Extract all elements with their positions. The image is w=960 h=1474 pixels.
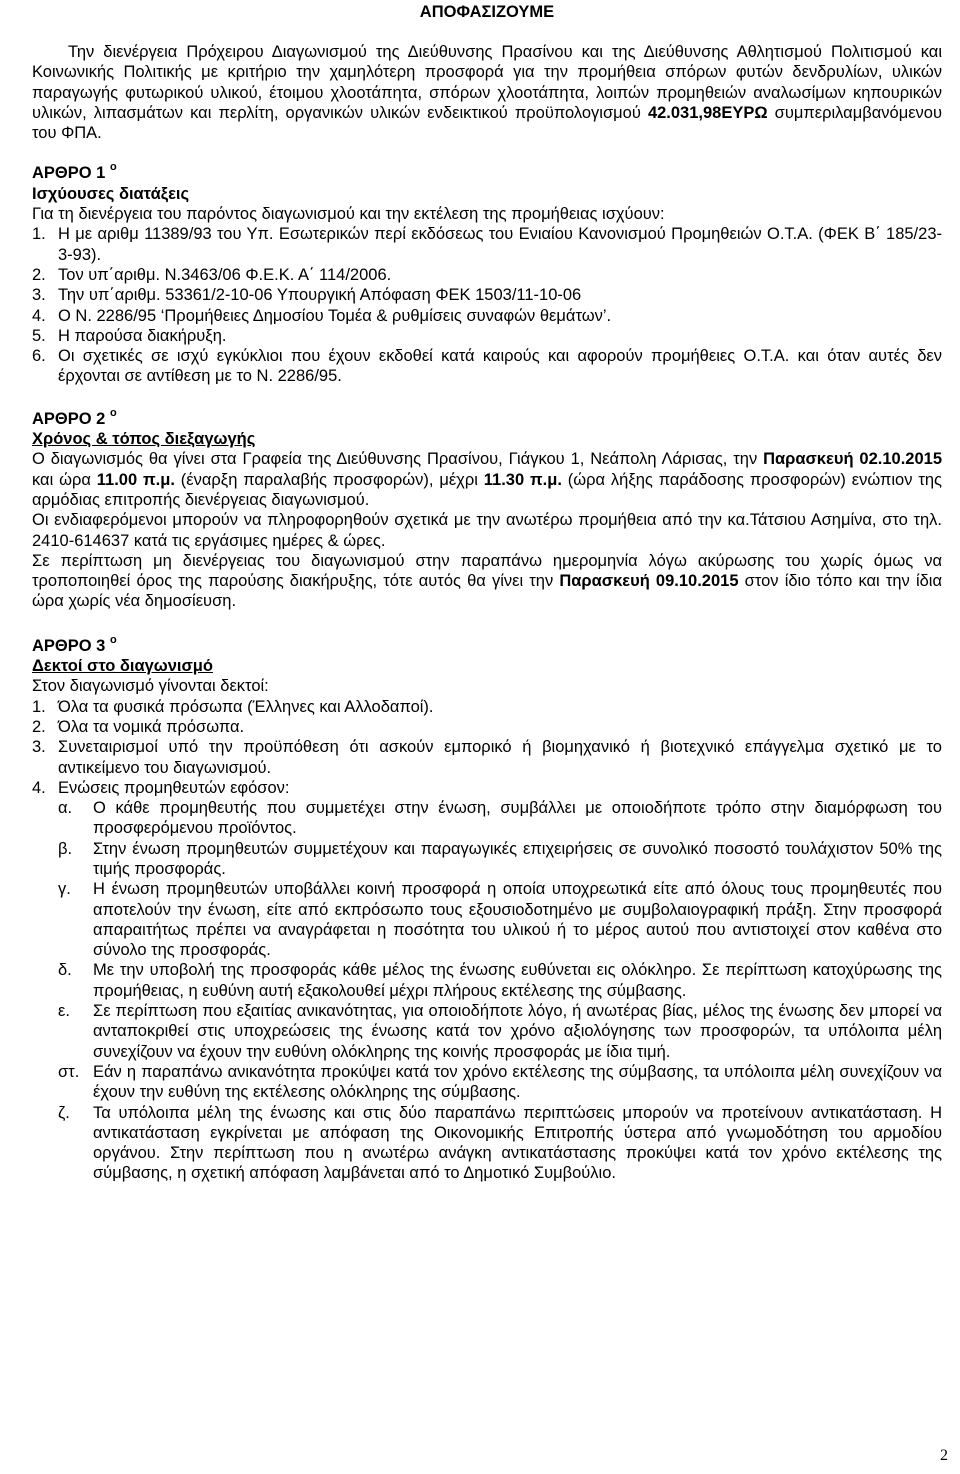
article-3-list <box>32 697 942 798</box>
article-1-list-item-number: 5. <box>32 326 46 345</box>
article-3-list-item <box>32 717 942 737</box>
article-1-list-item <box>32 306 942 326</box>
article-3-list-item-text: Ενώσεις προμηθευτών εφόσον: <box>58 778 290 797</box>
article-3-sublist-item-number: γ. <box>58 880 71 899</box>
article-2-paragraph-1: Ο διαγωνισμός θα γίνει στα Γραφεία της Διεύθυνσης Πρασίνου, Γιάγκου 1, Νεάπολη Λάρισας, την Παρασκευή 02.10.2015 και ώρα 11.00 π.μ. (έναρξη παραλαβής προσφορών), μέχρι 11.30 π.μ. (ώρα λήξης παράδοσης προσφορών) ενώπιον της αρμόδιας επιτροπής διενέργειας διαγωνισμού. <box>32 450 942 509</box>
article-1-list-item <box>32 326 942 346</box>
article-3-list-item-number: 2. <box>32 717 46 736</box>
article-3-sublist <box>32 798 942 1184</box>
article-3-sublist-item-text: Τα υπόλοιπα μέλη της ένωσης και στις δύο παραπάνω περιπτώσεις μπορούν να προτείνουν αντικατάσταση. Η αντικατάσταση εγκρίνεται με απόφαση της Οικονομικής Επιτροπής ύστερα από γνωμοδότηση του αρμοδίου οργάνου. Στην περίπτωση που η ανωτέρω ανάγκη αντικατάστασης προκύψει κατά τον χρόνο εκτέλεσης της σύμβασης, η σχετική απόφαση λαμβάνεται από το Δημοτικό Συμβούλιο. <box>93 1103 942 1183</box>
page-number: 2 <box>940 1447 948 1464</box>
article-3-list-item <box>32 778 942 798</box>
article-3-sublist-item-number: ε. <box>58 1002 70 1021</box>
article-1-list-item-text: Την υπ΄αριθμ. 53361/2-10-06 Υπουργική Απόφαση ΦΕΚ 1503/11-10-06 <box>58 286 582 305</box>
article-1-list-item-number: 1. <box>32 225 46 244</box>
article-3 <box>32 633 942 1184</box>
article-2 <box>32 406 942 612</box>
article-2-paragraph-2: Οι ενδιαφερόμενοι μπορούν να πληροφορηθούν σχετικά με την ανωτέρω προμήθεια από την κα.Τάτσιου Ασημίνα, στο τηλ. 2410-614637 κατά τις εργάσιμες ημέρες & ώρες. <box>32 511 942 550</box>
article-3-list-item-text: Συνεταιρισμοί υπό την προϋπόθεση ότι ασκούν εμπορικό ή βιομηχανικό ή βιοτεχνικό επάγγελμα σχετικό με το αντικείμενο του διαγωνισμού. <box>58 738 942 777</box>
article-2-paragraph-3: Σε περίπτωση μη διενέργειας του διαγωνισμού στην παραπάνω ημερομηνία λόγω ακύρωσης του χωρίς όμως να τροποποιηθεί όρος της παρούσης διακήρυξης, τότε αυτός θα γίνει την Παρασκευή 09.10.2015 στον ίδιο τόπο και την ίδια ώρα χωρίς νέα δημοσίευση. <box>32 551 942 611</box>
article-2-label: ΑΡΘΡΟ 2 $^o$ <box>32 406 117 428</box>
article-3-list-item-number: 3. <box>32 738 46 757</box>
article-1-list-item-number: 4. <box>32 306 46 325</box>
article-3-list-item <box>32 737 942 778</box>
article-3-sublist-item-number: δ. <box>58 961 72 980</box>
article-3-sublist-item <box>58 798 942 839</box>
article-1-list-item <box>32 265 942 285</box>
article-3-sublist-item <box>58 1062 942 1103</box>
article-1-list-item <box>32 285 942 305</box>
article-3-sublist-item-text: Στην ένωση προμηθευτών συμμετέχουν και παραγωγικές επιχειρήσεις σε συνολικό ποσοστό τουλάχιστον 50% της τιμής προσφοράς. <box>93 839 942 878</box>
article-1-list-item-text: Οι σχετικές σε ισχύ εγκύκλιοι που έχουν εκδοθεί κατά καιρούς και αφορούν προμήθειες Ο.Τ.Α. και όταν αυτές δεν έρχονται σε αντίθεση με το Ν. 2286/95. <box>58 347 942 386</box>
article-3-sublist-item-text: Εάν η παραπάνω ανικανότητα προκύψει κατά τον χρόνο εκτέλεσης της σύμβασης, τα υπόλοιπα μέλη συνεχίζουν να έχουν την ευθύνη της εκτέλεσης ολόκληρης της σύμβασης. <box>93 1062 942 1102</box>
article-3-lead: Στον διαγωνισμό γίνονται δεκτοί: <box>32 677 269 696</box>
article-3-sublist-item-number: στ. <box>58 1062 80 1081</box>
article-1-list-item-number: 6. <box>32 347 46 366</box>
article-3-sublist-item-number: ζ. <box>58 1103 70 1122</box>
article-1-list-item-number: 3. <box>32 286 46 305</box>
article-1-heading: Ισχύουσες διατάξεις <box>32 184 190 203</box>
article-1-list-item-text: Η παρούσα διακήρυξη. <box>58 326 227 345</box>
article-1-list-item-text: Τον υπ΄αριθμ. Ν.3463/06 Φ.Ε.Κ. Α΄ 114/2006. <box>58 265 392 284</box>
intro-tail: συμπεριλαμβανόμενου του ΦΠΑ. <box>32 103 943 143</box>
article-3-list-item-number: 1. <box>32 697 46 716</box>
article-3-sublist-item-number: α. <box>58 799 73 818</box>
article-3-sublist-item <box>58 1001 942 1062</box>
article-3-sublist-item-text: Σε περίπτωση που εξαιτίας ανικανότητας, για οποιοδήποτε λόγο, ή ανωτέρας βίας, μέλος της ένωσης δεν μπορεί να ανταποκριθεί στις υποχρεώσεις της ένωσης κατά τον χρόνο αξιολόγησης των προσφορών, τα υπόλοιπα μέλη συνεχίζουν να έχουν την ευθύνη ολόκληρης της κοινής προσφοράς με ίδια τιμή. <box>93 1002 942 1061</box>
article-3-sublist-item <box>58 839 942 880</box>
article-1-list-item <box>32 346 942 387</box>
article-3-sublist-item-number: β. <box>58 839 73 858</box>
article-1-list-item <box>32 224 942 265</box>
article-2-heading: Χρόνος & τόπος διεξαγωγής <box>32 430 256 449</box>
budget-amount: 42.031,98ΕΥΡΩ <box>647 103 768 122</box>
article-3-list-item-text: Όλα τα φυσικά πρόσωπα (Έλληνες και Αλλοδαποί). <box>58 697 434 716</box>
intro-text: Την διενέργεια Πρόχειρου Διαγωνισμού της Διεύθυνσης Πρασίνου και της Διεύθυνσης Αθλητισμού Πολιτισμού και Κοινωνικής Πολιτικής με κριτήριο την χαμηλότερη προσφορά για την προμήθεια σπόρων φυτών δενδρυλίων, υλικών παραγωγής φυτωρικού υλικού, έτοιμου χλοοτάπητα, σπόρων χλοοτάπητα, λοιπών προμηθειών αναλωσίμων κηπουρικών υλικών, λιπασμάτων και περλίτη, οργανικών υλικών ενδεικτικού προϋπολογισμού <box>32 43 942 122</box>
article-3-list-item-number: 4. <box>32 778 46 797</box>
article-1-list-item-number: 2. <box>32 265 46 284</box>
article-1-lead: Για τη διενέργεια του παρόντος διαγωνισμού και την εκτέλεση της προμήθειας ισχύουν: <box>32 205 665 224</box>
document-title: ΑΠΟΦΑΣΙΖΟΥΜΕ <box>419 3 555 21</box>
article-3-sublist-item-text: Ο κάθε προμηθευτής που συμμετέχει στην ένωση, συμβάλλει με οποιοδήποτε τρόπο στην διαμόρφωση του προσφερόμενου προϊόντος. <box>93 799 942 838</box>
article-3-sublist-item <box>58 1103 942 1184</box>
article-3-sublist-item <box>58 960 942 1001</box>
article-1-list <box>32 224 942 386</box>
article-1 <box>32 163 942 386</box>
article-1-list-item-text: Ο Ν. 2286/95 ‘Προμήθειες Δημοσίου Τομέα & ρυθμίσεις συναφών θεμάτων’. <box>58 306 612 325</box>
intro-paragraph <box>32 42 942 143</box>
article-3-sublist-item <box>58 879 942 960</box>
article-3-list-item-text: Όλα τα νομικά πρόσωπα. <box>58 717 245 736</box>
article-3-sublist-item-text: Η ένωση προμηθευτών υποβάλλει κοινή προσφορά η οποία υποχρεωτικά είτε από όλους τους προμηθευτές που αποτελούν την ένωση, είτε από εκπρόσωπο τους εξουσιοδοτημένο με συμβολαιογραφική πράξη. Στην προσφορά απαραιτήτως πρέπει να αναγράφεται η ποσότητα του υλικού ή το μέρος αυτού που αντιστοιχεί στον καθένα στο σύνολο της προσφοράς. <box>93 880 942 960</box>
article-3-list-item <box>32 697 942 717</box>
article-3-heading: Δεκτοί στο διαγωνισμό <box>32 657 213 676</box>
article-1-list-item-text: Η με αριθμ 11389/93 του Υπ. Εσωτερικών περί εκδόσεως του Ενιαίου Κανονισμού Προμηθειών Ο.Τ.Α. (ΦΕΚ Β΄ 185/23-3-93). <box>58 225 942 264</box>
article-1-label: ΑΡΘΡΟ 1 $^o$ <box>32 161 117 183</box>
article-3-label: ΑΡΘΡΟ 3 $^o$ <box>32 633 117 655</box>
document-page <box>32 0 942 1184</box>
article-3-sublist-item-text: Με την υποβολή της προσφοράς κάθε μέλος της ένωσης ευθύνεται εις ολόκληρο. Σε περίπτωση κατοχύρωσης της προμήθειας, η ευθύνη αυτή εξακολουθεί μέχρι πλήρους εκτέλεσης της σύμβασης. <box>93 961 942 1000</box>
